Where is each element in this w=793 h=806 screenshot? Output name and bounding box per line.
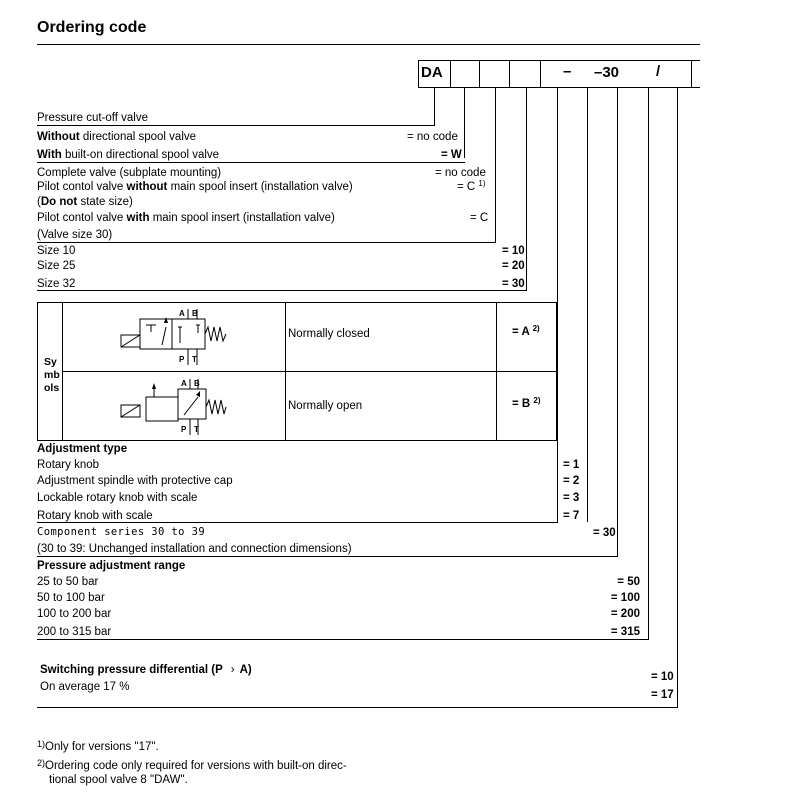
switching-code-17: = 17 (651, 689, 674, 701)
code-box-series: –30 (594, 64, 620, 81)
with-spool-row: With built-on directional spool valve (37, 149, 220, 161)
adjustment-item-4: Rotary knob with scale (37, 510, 153, 522)
svg-text:B: B (194, 379, 200, 388)
switching-average: On average 17 % (40, 681, 130, 693)
normally-open-code: = B $^{2)}$ (512, 396, 541, 410)
normally-open-label: Normally open (288, 400, 363, 412)
adjustment-heading: Adjustment type (37, 443, 128, 455)
size-10-code: = 10 (502, 245, 525, 257)
pressure-heading: Pressure adjustment range (37, 560, 186, 572)
pressure-item-2: 50 to 100 bar (37, 592, 105, 604)
page-title: Ordering code (37, 19, 147, 36)
pressure-cutoff-label: Pressure cut-off valve (37, 112, 149, 124)
pressure-code-2: = 100 (610, 592, 640, 604)
code-box-slash: / (656, 63, 661, 80)
pressure-code-4: = 315 (610, 626, 640, 638)
normally-closed-code: = A $^{2)}$ (512, 324, 540, 338)
symbols-table (37, 302, 557, 441)
port-b-label: B (192, 309, 198, 318)
port-a-label: A (179, 309, 185, 318)
pilot-with-row: Pilot contol valve with main spool insert (installation valve) (37, 212, 335, 224)
donot-state-size: (Do not state size) (37, 196, 133, 208)
pilot-without-row: Pilot contol valve without main spool insert (installation valve) (37, 181, 353, 193)
series-label: Component series 30 to 39 (37, 526, 206, 538)
port-t-label: T (192, 355, 197, 364)
valve-size-note: (Valve size 30) (37, 229, 113, 241)
code-box-dash: – (563, 63, 572, 80)
switching-code-10: = 10 (651, 671, 674, 683)
size-10-label: Size 10 (37, 245, 76, 257)
svg-text:T: T (194, 425, 199, 434)
complete-valve-code: = no code (435, 167, 486, 179)
pressure-code-3: = 200 (610, 608, 640, 620)
adjustment-item-1: Rotary knob (37, 459, 100, 471)
adjustment-code-2: = 2 (563, 475, 580, 487)
size-32-code: = 30 (502, 278, 525, 290)
pilot-without-code: = C $^{1)}$ (457, 179, 486, 193)
series-code: = 30 (593, 527, 616, 539)
series-note: (30 to 39: Unchanged installation and connection dimensions) (37, 543, 352, 555)
without-spool-row: Without directional spool valve (37, 131, 197, 143)
code-box-da: DA (421, 64, 443, 81)
adjustment-item-2: Adjustment spindle with protective cap (37, 475, 233, 487)
without-spool-code: = no code (407, 131, 458, 143)
size-32-label: Size 32 (37, 278, 76, 290)
normally-closed-symbol (118, 305, 258, 369)
with-spool-code: = W (441, 149, 462, 161)
pilot-with-code: = C (470, 212, 489, 224)
size-25-code: = 20 (502, 260, 525, 272)
adjustment-code-1: = 1 (563, 459, 580, 471)
complete-valve-row: Complete valve (subplate mounting) (37, 167, 222, 179)
svg-text:P: P (181, 425, 187, 434)
adjustment-item-3: Lockable rotary knob with scale (37, 492, 198, 504)
size-25-label: Size 25 (37, 260, 76, 272)
svg-text:A: A (181, 379, 187, 388)
switching-heading: Switching pressure differential (P › A) (40, 664, 252, 676)
pressure-code-1: = 50 (617, 576, 640, 588)
normally-open-symbol (118, 375, 258, 439)
footnote-1: $^{1)}$Only for versions "17". (37, 739, 159, 753)
adjustment-code-4: = 7 (563, 510, 580, 522)
title-rule (37, 44, 700, 45)
pressure-item-1: 25 to 50 bar (37, 576, 99, 588)
pressure-item-4: 200 to 315 bar (37, 626, 112, 638)
symbols-label: Sy mb ols (44, 356, 60, 394)
adjustment-code-3: = 3 (563, 492, 580, 504)
port-p-label: P (179, 355, 185, 364)
footnote-2-cont: tional spool valve 8 "DAW". (49, 774, 188, 786)
ordering-code-boxes (418, 60, 700, 88)
normally-closed-label: Normally closed (288, 328, 370, 340)
pressure-item-3: 100 to 200 bar (37, 608, 112, 620)
footnote-2: $^{2)}$Ordering code only required for versions with built-on direc- (37, 758, 347, 772)
